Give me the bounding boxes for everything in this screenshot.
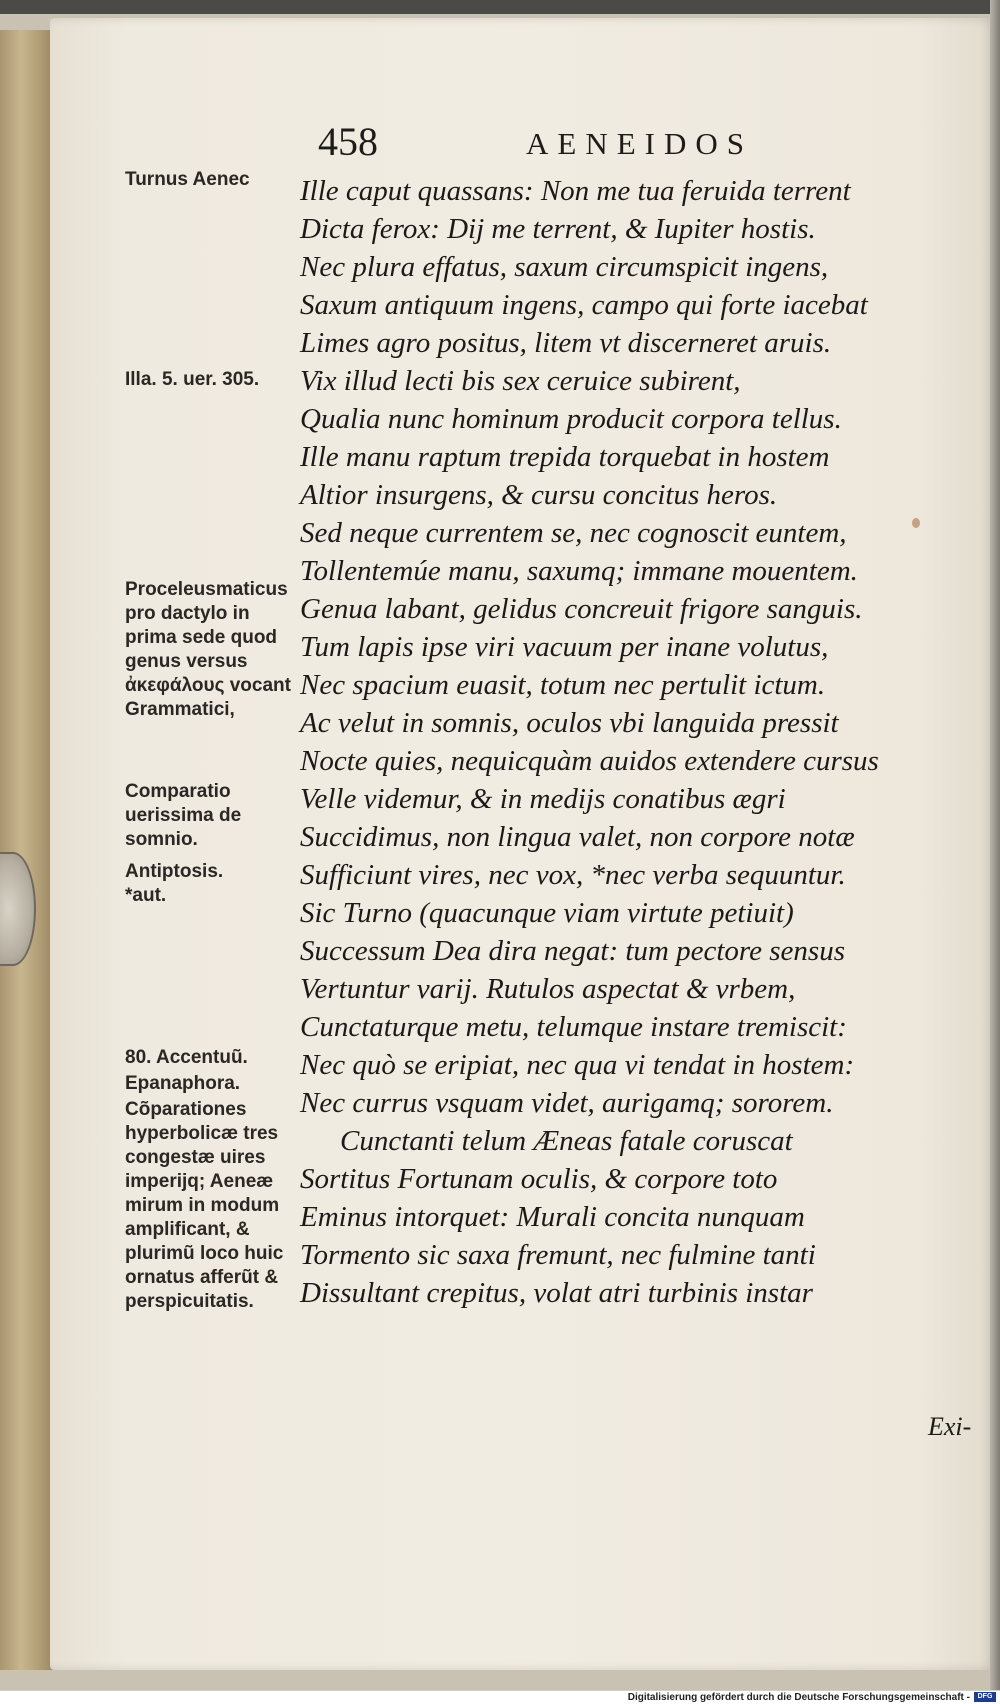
verse-line: Nec currus vsquam videt, aurigamq; sororem.: [300, 1087, 834, 1119]
verse-line: Qualia nunc hominum producit corpora tellus.: [300, 403, 842, 435]
verse-line: Sortitus Fortunam oculis, & corpore toto: [300, 1163, 778, 1195]
verse-line: Ac velut in somnis, oculos vbi languida pressit: [300, 707, 839, 739]
scanner-top-edge: [0, 0, 1000, 14]
margin-note-reference: Illa. 5. uer. 305.: [125, 369, 260, 390]
margin-note-comparationes: Cõparationes hyperbolicæ tres congestæ uires imperijq; Aeneæ mirum in modum amplificant, & plurimũ loco huic ornatus afferũt & perspicuitatis.: [125, 1099, 284, 1312]
verse-line: Limes agro positus, litem vt discerneret aruis.: [300, 327, 832, 359]
verse-line: Saxum antiquum ingens, campo qui forte iacebat: [300, 289, 868, 321]
margin-note-turnus: Turnus Aenec: [125, 169, 250, 190]
verse-line: Cunctaturque metu, telumque instare tremiscit:: [300, 1011, 847, 1043]
verse-line: Nocte quies, nequicquàm auidos extendere cursus: [300, 745, 879, 777]
catchword: Exi-: [928, 1412, 972, 1441]
verse-line: Succidimus, non lingua valet, non corpore notæ: [300, 821, 855, 853]
margin-note-variant: *aut.: [125, 885, 167, 906]
dfg-logo: DFG: [974, 1692, 996, 1702]
verse-line: Nec quò se eripiat, nec qua vi tendat in hostem:: [300, 1049, 855, 1081]
verse-line: Dicta ferox: Dij me terrent, & Iupiter hostis.: [300, 213, 816, 245]
margin-note-proceleusmaticus: Proceleusmaticus pro dactylo in prima sede quod genus versus ἀκεφάλους vocant Grammatici,: [125, 579, 291, 720]
verse-line: Sic Turno (quacunque viam virtute petiuit): [300, 897, 794, 929]
verse-line: Velle videmur, & in medijs conatibus ægri: [300, 783, 786, 815]
verse-line: Vix illud lecti bis sex ceruice subirent,: [300, 365, 741, 397]
margin-note-comparatio: Comparatio uerissima de somnio.: [125, 781, 242, 850]
verse-line: Altior insurgens, & cursu concitus heros.: [300, 479, 778, 511]
footer-credit: Digitalisierung gefördert durch die Deutsche Forschungsgemeinschaft -: [627, 1692, 970, 1703]
verse-line: Tollentemúe manu, saxumq; immane mouentem.: [300, 555, 858, 587]
verse-line: Sufficiunt vires, nec vox, *nec verba sequuntur.: [300, 859, 846, 891]
page-right-edge: [990, 0, 1000, 1690]
margin-note-antiptosis: Antiptosis.: [125, 861, 224, 882]
verse-line: Tormento sic saxa fremunt, nec fulmine tanti: [300, 1239, 816, 1271]
book-binding: [0, 30, 53, 1670]
margin-note-accentuum: 80. Accentuũ.: [125, 1047, 248, 1068]
margin-note-epanaphora: Epanaphora.: [125, 1073, 241, 1094]
running-title: AENEIDOS: [526, 126, 753, 161]
page-header: [318, 118, 918, 170]
verse-line: Dissultant crepitus, volat atri turbinis instar: [300, 1277, 813, 1309]
verse-line: Successum Dea dira negat: tum pectore sensus: [300, 935, 845, 967]
verse-line: Nec spacium euasit, totum nec pertulit ictum.: [300, 669, 826, 701]
verse-line: Eminus intorquet: Murali concita nunquam: [300, 1201, 805, 1233]
verse-line: Genua labant, gelidus concreuit frigore sanguis.: [300, 593, 863, 625]
verse-line: Cunctanti telum Æneas fatale coruscat: [340, 1125, 793, 1157]
digitization-footer: [0, 1690, 1000, 1704]
verse-block: [300, 172, 990, 1312]
page-number: 458: [318, 119, 378, 164]
verse-line: Tum lapis ipse viri vacuum per inane volutus,: [300, 631, 829, 663]
verse-line: Ille manu raptum trepida torquebat in hostem: [300, 441, 830, 473]
verse-line: Sed neque currentem se, nec cognoscit euntem,: [300, 517, 847, 549]
verse-line: Vertuntur varij. Rutulos aspectat & vrbem,: [300, 973, 796, 1005]
verse-line: Nec plura effatus, saxum circumspicit ingens,: [300, 251, 829, 283]
verse-line: Ille caput quassans: Non me tua feruida terrent: [300, 175, 851, 207]
